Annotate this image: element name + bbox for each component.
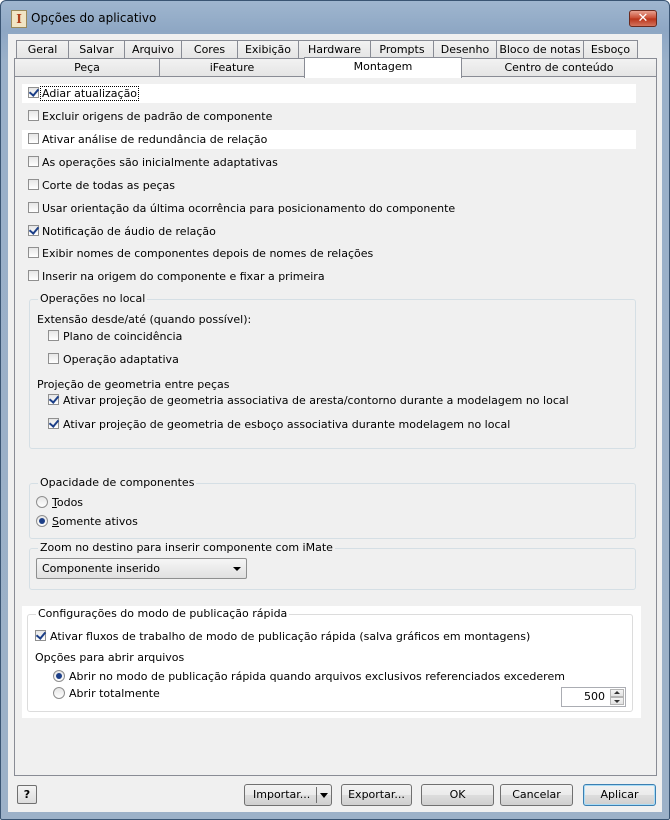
- option-label: Somente ativos: [52, 515, 138, 528]
- option-label: As operações são inicialmente adaptativas: [42, 156, 278, 169]
- checkbox[interactable]: [48, 353, 59, 364]
- option-label: Abrir totalmente: [69, 687, 160, 700]
- tab-arquivo[interactable]: Arquivo: [124, 40, 182, 59]
- threshold-spinner[interactable]: [561, 687, 626, 707]
- radio-somente-ativos[interactable]: [36, 512, 236, 531]
- export-button[interactable]: Exportar...: [341, 784, 412, 806]
- group-title: Configurações do modo de publicação rápida: [38, 607, 288, 620]
- option-label: Ativar projeção de geometria de esboço associativa durante modelagem no local: [63, 418, 511, 431]
- montagem-panel: [14, 76, 657, 776]
- option-label: Adiar atualização: [42, 87, 138, 100]
- tab-ifeature[interactable]: iFeature: [159, 58, 305, 77]
- ok-button[interactable]: OK: [421, 784, 494, 806]
- group-zoom-imate: [29, 541, 636, 590]
- option-label: Operação adaptativa: [63, 353, 179, 366]
- extent-label: Extensão desde/até (quando possível):: [37, 313, 252, 326]
- spin-up-icon[interactable]: [610, 689, 624, 697]
- tab-montagem[interactable]: Montagem: [304, 57, 462, 78]
- option-label: Exibir nomes de componentes depois de nomes de relações: [42, 247, 374, 260]
- group-opacidade: [29, 476, 636, 539]
- checkbox[interactable]: [28, 202, 39, 213]
- option-label: Plano de coincidência: [63, 330, 183, 343]
- checkbox[interactable]: [28, 156, 39, 167]
- option-notificacao-audio[interactable]: [22, 222, 636, 241]
- option-label: Ativar projeção de geometria associativa de aresta/contorno durante a modelagem no local: [63, 394, 569, 407]
- chevron-down-icon: [233, 567, 241, 571]
- option-label: Ativar análise de redundância de relação: [42, 133, 268, 146]
- option-label: Excluir origens de padrão de componente: [42, 110, 273, 123]
- group-title: Zoom no destino para inserir componente com iMate: [40, 541, 333, 554]
- checkbox[interactable]: [28, 247, 39, 258]
- option-label: Todos: [52, 496, 84, 509]
- open-options-label: Opções para abrir arquivos: [35, 651, 185, 664]
- checkbox[interactable]: [28, 225, 39, 236]
- option-inserir-origem[interactable]: [22, 267, 636, 286]
- group-publicacao-rapida: [27, 607, 633, 712]
- group-title: Opacidade de componentes: [40, 476, 195, 489]
- window-title: Opções do aplicativo: [31, 11, 157, 25]
- tab-salvar[interactable]: Salvar: [68, 40, 125, 59]
- option-excluir-origens[interactable]: [22, 107, 636, 126]
- checkbox[interactable]: [28, 179, 39, 190]
- cancel-button[interactable]: Cancelar: [500, 784, 573, 806]
- option-exibir-nomes[interactable]: [22, 244, 636, 263]
- radio[interactable]: [53, 670, 65, 682]
- tab-centro-de-conteudo[interactable]: Centro de conteúdo: [461, 58, 657, 77]
- apply-button[interactable]: Aplicar: [583, 784, 656, 806]
- checkbox[interactable]: [28, 133, 39, 144]
- checkbox[interactable]: [48, 330, 59, 341]
- dialog-body: [8, 34, 662, 812]
- option-corte-pecas[interactable]: [22, 176, 636, 195]
- tab-exibicao[interactable]: Exibição: [237, 40, 299, 59]
- option-adiar-atualizacao[interactable]: [22, 84, 636, 103]
- title-bar[interactable]: [1, 1, 669, 35]
- tab-esboco[interactable]: Esboço: [583, 40, 638, 59]
- option-projecao-esboco[interactable]: [48, 415, 628, 434]
- option-label: Abrir no modo de publicação rápida quando arquivos exclusivos referenciados excederem: [69, 670, 565, 683]
- tab-bloco-de-notas[interactable]: Bloco de notas: [496, 40, 584, 59]
- checkbox[interactable]: [28, 110, 39, 121]
- option-ativar-publicacao-rapida[interactable]: [35, 627, 625, 646]
- tab-desenho[interactable]: Desenho: [433, 40, 497, 59]
- radio[interactable]: [53, 687, 65, 699]
- checkbox[interactable]: [28, 270, 39, 281]
- threshold-value: 500: [584, 690, 605, 703]
- option-projecao-aresta[interactable]: [48, 391, 628, 410]
- checkbox[interactable]: [35, 630, 46, 641]
- tab-prompts[interactable]: Prompts: [370, 40, 434, 59]
- tab-cores[interactable]: Cores: [181, 40, 238, 59]
- option-redundancia-relacao[interactable]: [22, 130, 636, 149]
- tab-hardware[interactable]: Hardware: [298, 40, 371, 59]
- projection-label: Projeção de geometria entre peças: [37, 378, 230, 391]
- import-button[interactable]: [244, 784, 332, 806]
- option-label: Inserir na origem do componente e fixar a primeira: [42, 270, 325, 283]
- express-mode-section: [22, 606, 641, 718]
- radio-abrir-totalmente[interactable]: [53, 684, 353, 703]
- option-label: Ativar fluxos de trabalho de modo de publicação rápida (salva gráficos em montagens): [50, 630, 531, 643]
- zoom-dropdown[interactable]: [36, 558, 247, 579]
- tab-row-bottom: [14, 58, 656, 78]
- group-title: Operações no local: [40, 292, 146, 305]
- option-plano-coincidencia[interactable]: [48, 327, 348, 346]
- option-ultima-ocorrencia[interactable]: [22, 199, 636, 218]
- inventor-app-icon: I: [11, 10, 27, 28]
- chevron-down-icon[interactable]: [320, 793, 328, 798]
- spin-down-icon[interactable]: [610, 697, 624, 705]
- checkbox[interactable]: [28, 87, 39, 98]
- radio[interactable]: [36, 515, 48, 527]
- radio[interactable]: [36, 496, 48, 508]
- close-button[interactable]: ✕: [629, 10, 657, 27]
- checkbox[interactable]: [48, 418, 59, 429]
- tab-geral[interactable]: Geral: [16, 40, 69, 59]
- option-operacoes-adaptativas[interactable]: [22, 153, 636, 172]
- group-operacoes-no-local: [29, 292, 636, 449]
- split-separator: [316, 787, 317, 803]
- option-label: Notificação de áudio de relação: [42, 225, 216, 238]
- checkbox[interactable]: [48, 394, 59, 405]
- help-button[interactable]: ?: [17, 785, 37, 804]
- option-label: Usar orientação da última ocorrência para posicionamento do componente: [42, 202, 456, 215]
- option-operacao-adaptativa[interactable]: [48, 350, 348, 369]
- tab-peca[interactable]: Peça: [14, 58, 160, 77]
- zoom-selected: Componente inserido: [42, 562, 160, 575]
- import-label: Importar...: [253, 788, 311, 801]
- radio-todos[interactable]: [36, 493, 236, 512]
- option-label: Corte de todas as peças: [42, 179, 175, 192]
